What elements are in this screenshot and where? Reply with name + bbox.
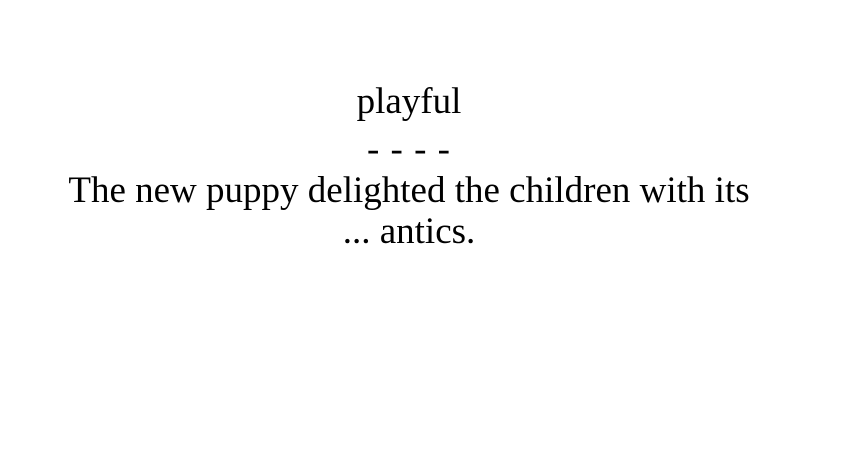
example-sentence-line-2: ... antics. [342, 211, 476, 252]
example-sentence [40, 170, 778, 252]
divider: - - - - [366, 129, 452, 170]
example-sentence-line-1: The new puppy delighted the children with its [68, 170, 750, 211]
vocabulary-word: playful [356, 81, 462, 122]
